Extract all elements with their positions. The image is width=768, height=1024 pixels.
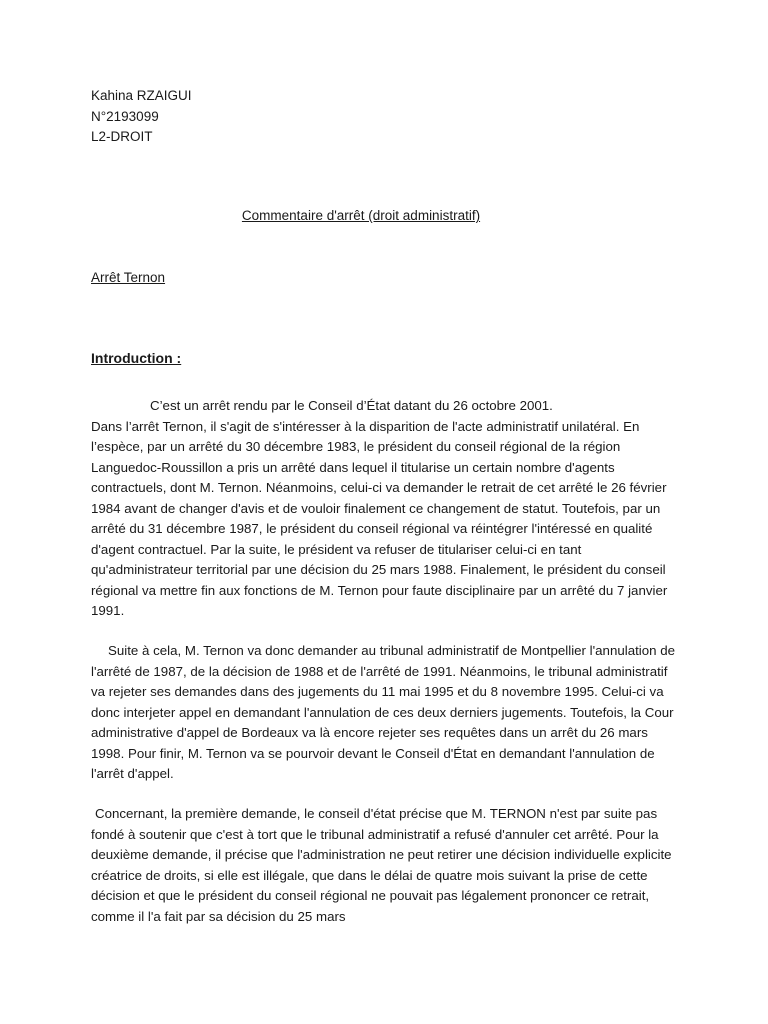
paragraph-3-text: Concernant, la première demande, le conseil d'état précise que M. TERNON n'est par suite pas fondé à soutenir que c'est à tort que le tribunal administratif a refusé d'annuler cet arrêté. Pour la deuxième demande, il précise que l'administration ne peut retirer une décision individuelle explicite créatrice de droits, si elle est illégale, que dans le délai de quatre mois suivant la prise de cette décision et que le président du conseil régional ne pouvait pas légalement prononcer ce retrait, comme il l'a fait par sa décision du 25 mars (91, 806, 672, 924)
intro-heading: Introduction : (91, 350, 182, 366)
author-name: Kahina RZAIGUI (91, 88, 192, 103)
paragraph-1 (91, 396, 683, 622)
student-number: N°2193099 (91, 108, 159, 124)
paragraph-3-body (91, 804, 683, 927)
paragraph-2-body (91, 641, 683, 785)
paragraph-1-body: Dans l’arrêt Ternon, il s'agit de s'intéresser à la disparition de l'acte administratif unilatéral. En l’espèce, par un arrêté du 30 décembre 1983, le président du conseil régional de la région Languedoc-Roussillon a pris un arrêté dans lequel il titularise un certain nombre d'agents contractuels, dont M. Ternon. Néanmoins, celui-ci va demander le retrait de cet arrêté le 26 février 1984 avant de changer d'avis et de vouloir finalement ce changement de statut. Toutefois, par un arrêté du 31 décembre 1987, le président du conseil régional va réintégrer l'intéressé en qualité d'agent contractuel. Par la suite, le président va refuser de titulariser celui-ci en tant qu'administrateur territorial par une décision du 25 mars 1988. Finalement, le président du conseil régional va mettre fin aux fonctions de M. Ternon pour faute disciplinaire par un arrêté du 7 janvier 1991. (91, 418, 668, 618)
paragraph-1-first-line: C’est un arrêt rendu par le Conseil d’État datant du 26 octobre 2001. (150, 398, 553, 413)
case-name: Arrêt Ternon (91, 270, 166, 285)
paragraph-3 (91, 804, 683, 927)
paragraph-2-text: Suite à cela, M. Ternon va donc demander au tribunal administratif de Montpellier l'annulation de l'arrêté de 1987, de la décision de 1988 et de l'arrêté de 1991. Néanmoins, le tribunal administratif va rejeter ses demandes dans des jugements du 11 mai 1995 et du 8 novembre 1995. Celui-ci va donc interjeter appel en demandant l'annulation de ces deux derniers jugements. Toutefois, la Cour administrative d'appel de Bordeaux va là encore rejeter ses requêtes dans un arrêt du 26 mars 1998. Pour finir, M. Ternon va se pourvoir devant le Conseil d'État en demandant l'annulation de l'arrêt d'appel. (91, 643, 676, 781)
paragraph-2 (91, 641, 683, 785)
student-level: L2-DROIT (91, 129, 153, 144)
document-title: Commentaire d'arrêt (droit administratif) (241, 208, 481, 223)
paragraph-2-indent (91, 643, 108, 658)
author-block (91, 86, 192, 148)
